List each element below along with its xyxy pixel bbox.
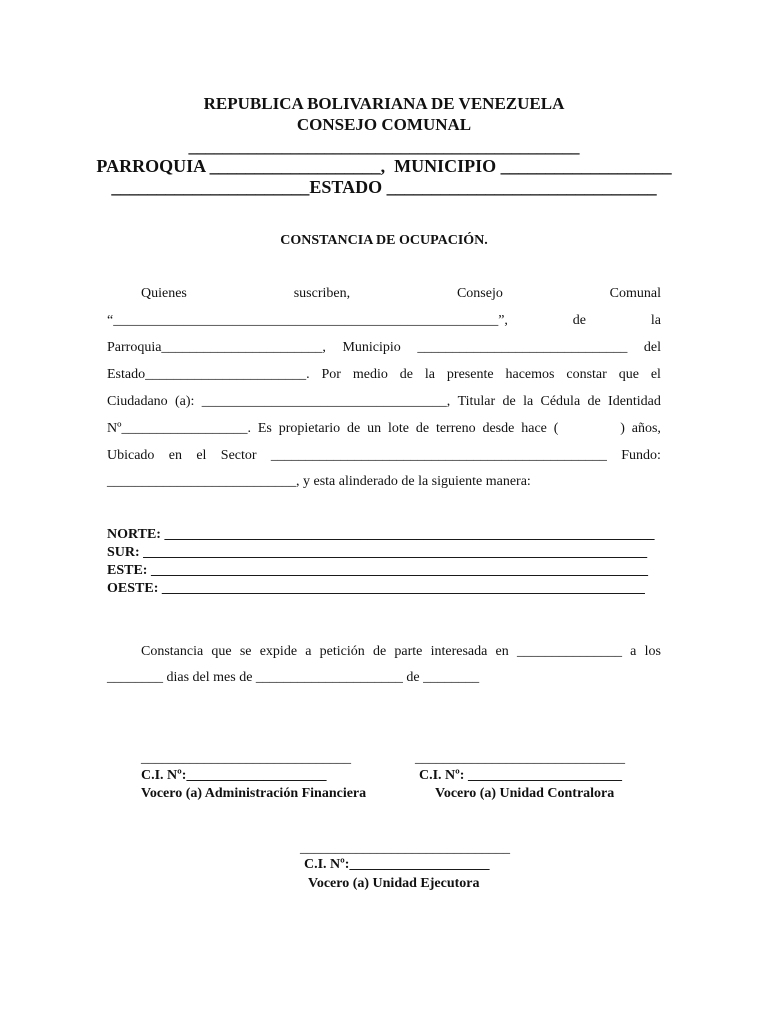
body-line-5: Ciudadano (a): ___________________________________, Titular de la Cédula de Identidad (107, 394, 661, 409)
body-line-1: Quienes suscriben, Consejo Comunal (141, 286, 661, 301)
header-consejo: CONSEJO COMUNAL (296, 115, 472, 134)
closing-line-2: ________ dias del mes de _____________________ de ________ (107, 670, 480, 685)
header-consejo-name-blank: ______________________________________________ (188, 137, 580, 156)
document-title: CONSTANCIA DE OCUPACIÓN. (280, 233, 488, 248)
role-unidad-contralora: Vocero (a) Unidad Contralora (435, 786, 615, 801)
body-line-7: Ubicado en el Sector ________________________________________________ Fundo: (107, 448, 661, 463)
closing-line-1: Constancia que se expide a petición de parte interesada en _______________ a los (141, 644, 661, 659)
header-republic: REPUBLICA BOLIVARIANA DE VENEZUELA (203, 94, 565, 113)
body-line-2: “_______________________________________________________”, de la (107, 313, 661, 328)
signature-line-ejecutora: ______________________________ (300, 841, 510, 856)
boundary-oeste: OESTE: _____________________________________________________________________ (107, 581, 645, 596)
boundary-este: ESTE: _______________________________________________________________________ (107, 563, 648, 578)
ci-admin: C.I. Nº:____________________ (141, 768, 327, 783)
ci-contralora: C.I. Nº: ______________________ (419, 768, 622, 783)
signature-line-admin: ______________________________ (141, 751, 351, 766)
body-line-8: ___________________________, y esta alinderado de la siguiente manera: (107, 474, 531, 489)
role-unidad-ejecutora: Vocero (a) Unidad Ejecutora (308, 876, 480, 891)
boundary-norte: NORTE: ______________________________________________________________________ (107, 527, 655, 542)
role-admin-financiera: Vocero (a) Administración Financiera (141, 786, 367, 801)
body-line-4: Estado_______________________. Por medio de la presente hacemos constar que el (107, 367, 661, 382)
boundary-sur: SUR: ________________________________________________________________________ (107, 545, 648, 560)
years-blank (565, 420, 613, 438)
header-parroquia-municipio: PARROQUIA ___________________, MUNICIPIO ___________________ (96, 156, 672, 176)
body-line-3: Parroquia_______________________, Municipio ______________________________ del (107, 340, 661, 355)
ci-ejecutora: C.I. Nº:____________________ (304, 857, 490, 872)
signature-line-contralora: ______________________________ (415, 751, 625, 766)
header-estado: ______________________ESTADO ______________________________ (111, 177, 657, 197)
body-line-6: Nº__________________. Es propietario de un lote de terreno desde hace ( ) años, (107, 421, 661, 436)
